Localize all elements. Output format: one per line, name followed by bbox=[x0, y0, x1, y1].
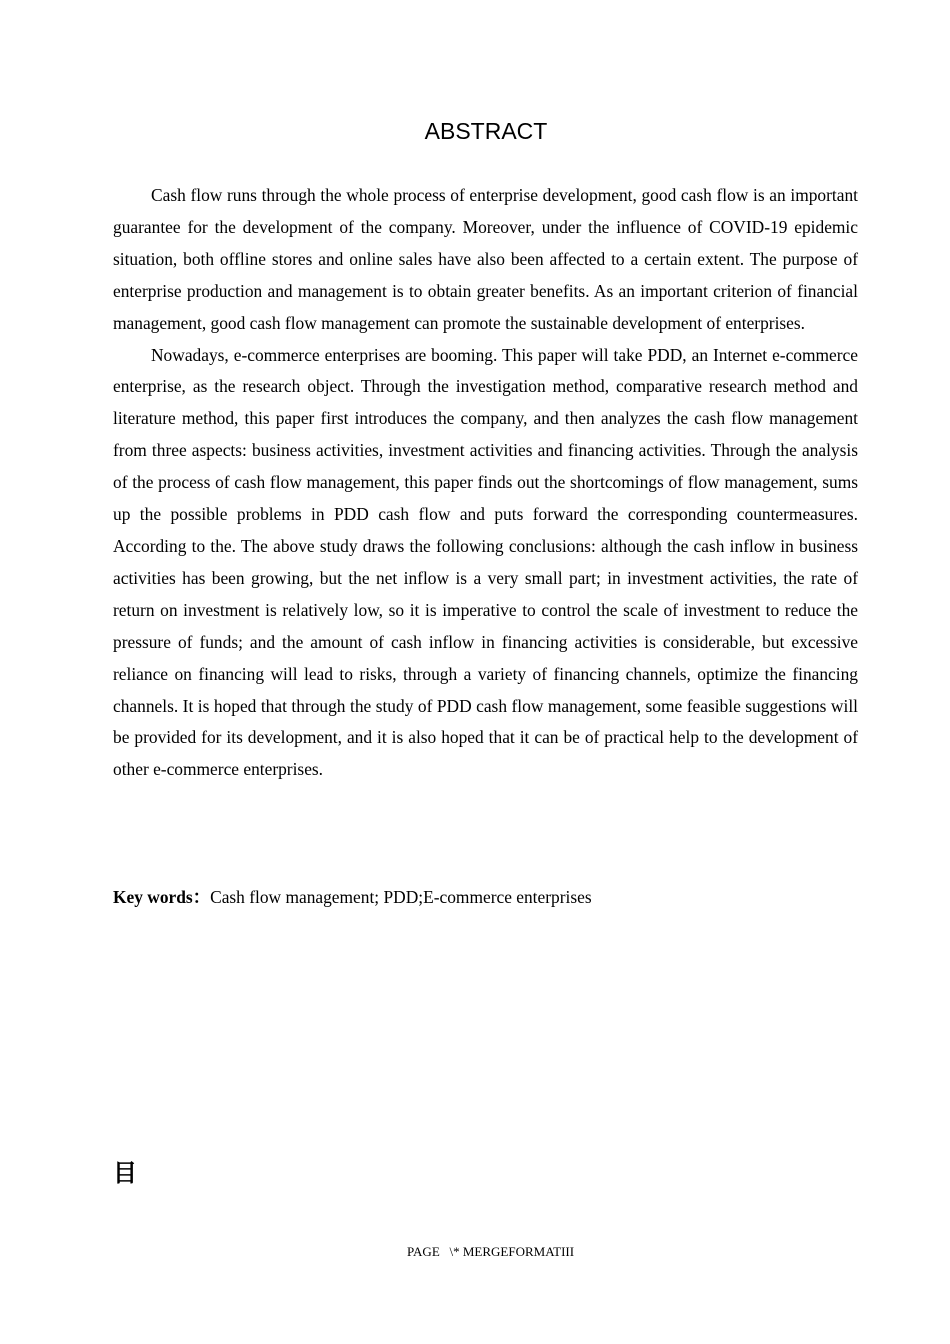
abstract-paragraph-2: Nowadays, e-commerce enterprises are booming. This paper will take PDD, an Internet e-commerce enterprise, as the research object. Through the investigation method, comparative research method and literature method, this paper first introduces the company, and then analyzes the cash flow management from three aspects: business activities, investment activities and financing activities. Through the analysis of the process of cash flow management, this paper finds out the shortcomings of flow management, sums up the possible problems in PDD cash flow and puts forward the corresponding countermeasures. According to the. The above study draws the following conclusions: although the cash inflow in business activities has been growing, but the net inflow is a very small part; in investment activities, the rate of return on investment is relatively low, so it is imperative to control the scale of investment to reduce the pressure of funds; and the amount of cash inflow in financing activities is considerable, but excessive reliance on financing will lead to risks, through a variety of financing channels, optimize the financing channels. It is hoped that through the study of PDD cash flow management, some feasible suggestions will be provided for its development, and it is also hoped that it can be of practical help to the development of other e-commerce enterprises. bbox=[113, 344, 858, 780]
abstract-title: ABSTRACT bbox=[424, 118, 548, 144]
page-footer-field: PAGE \* MERGEFORMATIII bbox=[407, 1244, 575, 1259]
keywords-value: Cash flow management; PDD;E-commerce enterprises bbox=[210, 887, 592, 907]
abstract-paragraph-1: Cash flow runs through the whole process of enterprise development, good cash flow is an important guarantee for the development of the company. Moreover, under the influence of COVID-19 epidemic situation, both offline stores and online sales have also been affected to a certain extent. The purpose of enterprise production and management is to obtain greater benefits. As an important criterion of financial management, good cash flow management can promote the sustainable development of enterprises. bbox=[113, 185, 858, 333]
keywords-line bbox=[113, 882, 858, 914]
toc-heading: 目 bbox=[113, 1159, 137, 1187]
keywords-label: Key words： bbox=[113, 887, 211, 907]
abstract-body bbox=[113, 180, 858, 786]
